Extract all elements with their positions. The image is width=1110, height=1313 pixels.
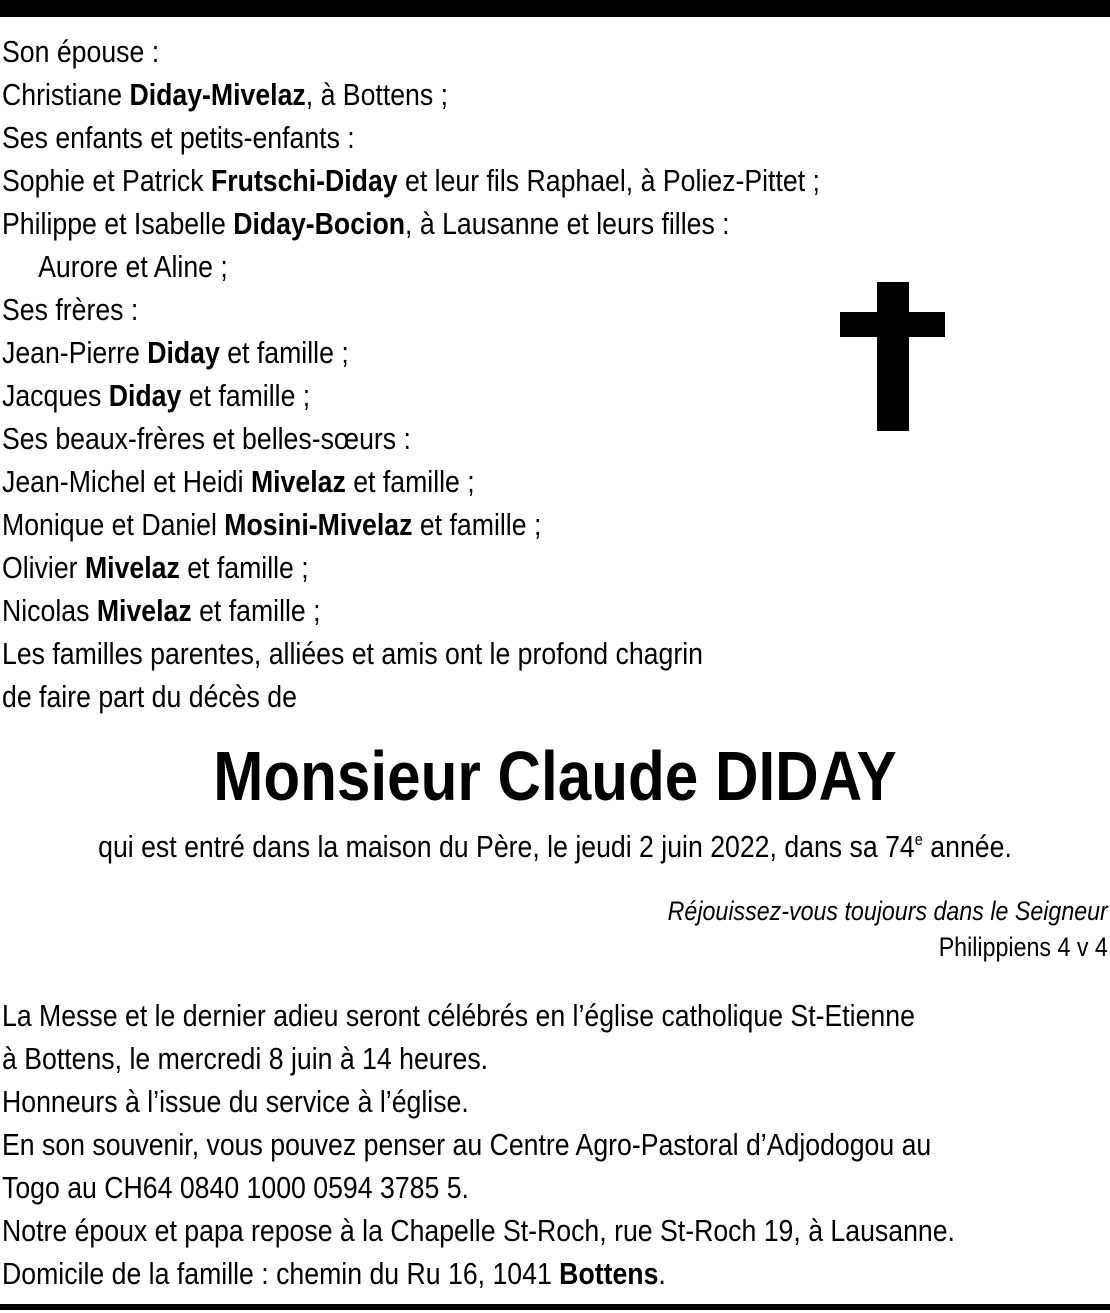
service-line: Domicile de la famille : chemin du Ru 16, 1041 Bottens.: [2, 1256, 666, 1291]
verse-quote: Réjouissez-vous toujours dans le Seigneur: [667, 896, 1108, 926]
surname: Diday: [147, 335, 220, 370]
service-line: Togo au CH64 0840 1000 0594 3785 5.: [2, 1170, 469, 1205]
family-line: Ses frères :: [2, 292, 139, 327]
service-line: La Messe et le dernier adieu seront célébrés en l’église catholique St-Etienne: [2, 998, 915, 1033]
family-line: Monique et Daniel Mosini-Mivelaz et famille ;: [2, 507, 542, 542]
cross-vertical-bar: [877, 282, 909, 431]
family-line: Les familles parentes, alliées et amis ont le profond chagrin: [2, 636, 703, 671]
family-line: Jean-Pierre Diday et famille ;: [2, 335, 349, 370]
family-line: Ses enfants et petits-enfants :: [2, 120, 355, 155]
bible-verse: [668, 893, 1108, 965]
surname: Diday-Bocion: [233, 206, 406, 241]
cross-horizontal-bar: [840, 312, 945, 337]
family-line: de faire part du décès de: [2, 679, 297, 714]
bottom-rule: [0, 1304, 1110, 1310]
family-line: Jean-Michel et Heidi Mivelaz et famille ;: [2, 464, 475, 499]
death-announcement: qui est entré dans la maison du Père, le jeudi 2 juin 2022, dans sa 74e année.: [98, 829, 1012, 864]
family-line: Philippe et Isabelle Diday-Bocion, à Lausanne et leurs filles :: [2, 206, 730, 241]
deceased-name: Monsieur Claude DIDAY: [213, 737, 897, 815]
surname: Frutschi-Diday: [210, 163, 398, 198]
ordinal-superscript: e: [914, 830, 923, 849]
verse-reference: Philippiens 4 v 4: [938, 932, 1108, 962]
family-line: Aurore et Aline ;: [38, 249, 228, 284]
family-line: Nicolas Mivelaz et famille ;: [2, 593, 321, 628]
top-rule: [0, 0, 1110, 17]
family-line: Christiane Diday-Mivelaz, à Bottens ;: [2, 77, 449, 112]
service-details: [2, 994, 1110, 1295]
surname: Diday: [108, 378, 182, 413]
surname: Mivelaz: [250, 464, 346, 499]
service-line: Honneurs à l’issue du service à l’église.: [2, 1084, 469, 1119]
surname: Mivelaz: [84, 550, 180, 585]
family-line: Ses beaux-frères et belles-sœurs :: [2, 421, 411, 456]
family-list: [2, 30, 1110, 718]
family-line: Jacques Diday et famille ;: [2, 378, 311, 413]
surname: Mivelaz: [96, 593, 192, 628]
service-line: à Bottens, le mercredi 8 juin à 14 heures.: [2, 1041, 489, 1076]
town-name: Bottens: [559, 1256, 659, 1291]
service-line: En son souvenir, vous pouvez penser au Centre Agro-Pastoral d’Adjodogou au: [2, 1127, 932, 1162]
family-line: Son épouse :: [2, 34, 160, 69]
service-line: Notre époux et papa repose à la Chapelle St-Roch, rue St-Roch 19, à Lausanne.: [2, 1213, 955, 1248]
family-line: Olivier Mivelaz et famille ;: [2, 550, 309, 585]
surname: Mosini-Mivelaz: [224, 507, 413, 542]
surname: Diday-Mivelaz: [129, 77, 306, 112]
family-line: Sophie et Patrick Frutschi-Diday et leur fils Raphael, à Poliez-Pittet ;: [2, 163, 820, 198]
